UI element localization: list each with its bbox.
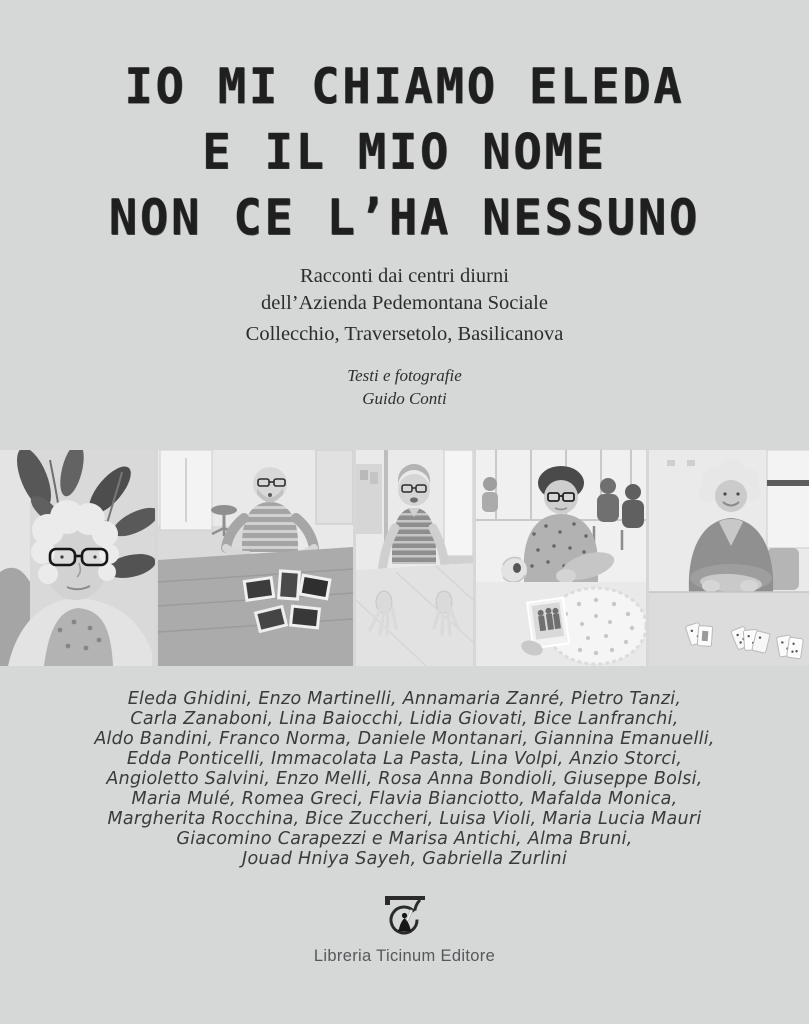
scribe-figure (398, 910, 413, 932)
names-line: Jouad Hniya Sayeh, Gabriella Zurlini (242, 849, 567, 869)
sideboard (356, 464, 382, 534)
door (316, 450, 353, 524)
credits-author: Guido Conti (362, 389, 447, 408)
publisher-name: Libreria Ticinum Editore (313, 947, 496, 965)
subtitle-line: dell’Azienda Pedemontana Sociale (261, 292, 548, 314)
names-line: Margherita Rocchina, Bice Zuccheri, Luisa Violi, Maria Lucia Mauri (107, 809, 702, 829)
yarn-ball (501, 557, 527, 583)
table (356, 563, 473, 666)
man-with-photographs-image (158, 450, 353, 666)
held-old-photo (527, 598, 569, 649)
woman-with-photo-image (476, 450, 646, 666)
book-title (0, 54, 809, 251)
ticinum-t-circle-logo-icon (376, 893, 434, 939)
title-line: IO MI CHIAMO ELEDA (124, 58, 685, 116)
author-credits (0, 364, 809, 410)
subtitle-line: Collecchio, Traversetolo, Basilicanova (245, 323, 564, 345)
names-line: Edda Ponticelli, Immacolata La Pasta, Lina Volpi, Anzio Storci, (126, 749, 683, 769)
background-person-left (482, 477, 498, 512)
names-line: Angioletto Salvini, Enzo Melli, Rosa Anna Bondioli, Giuseppe Bolsi, (106, 769, 703, 789)
man-hands-on-table-image (356, 450, 473, 666)
names-line: Giacomino Carapezzi e Marisa Antichi, Alma Bruni, (176, 829, 633, 849)
elderly-woman-portrait-image (0, 450, 155, 666)
cabinet (160, 450, 212, 530)
publisher (0, 893, 809, 966)
wooden-table (158, 547, 353, 666)
window (767, 450, 809, 548)
window (444, 450, 473, 556)
names-line: Eleda Ghidini, Enzo Martinelli, Annamaria Zanré, Pietro Tanzi, (127, 689, 682, 709)
title-line: NON CE L’HA NESSUNO (108, 189, 701, 247)
names-list (0, 689, 809, 869)
elderly-woman-portrait-photo (0, 450, 155, 666)
subtitle-line: Racconti dai centri diurni (300, 265, 509, 287)
photo-strip (0, 450, 809, 666)
woman-with-photo-and-doily-photo (476, 450, 646, 666)
names-line: Maria Mulé, Romea Greci, Flavia Bianciotto, Mafalda Monica, (131, 789, 678, 809)
subtitle (0, 263, 809, 348)
names-line: Carla Zanaboni, Lina Baiocchi, Lidia Giovati, Bice Lanfranchi, (130, 709, 679, 729)
woman-playing-cards-photo (649, 450, 809, 666)
woman-playing-cards-image (649, 450, 809, 666)
man-hands-on-table-photo (356, 450, 473, 666)
names-line: Aldo Bandini, Franco Norma, Daniele Montanari, Giannina Emanuelli, (94, 729, 715, 749)
title-line: E IL MIO NOME (202, 123, 607, 182)
man-with-old-photographs-photo (158, 450, 353, 666)
credits-role: Testi e fotografie (347, 366, 462, 385)
